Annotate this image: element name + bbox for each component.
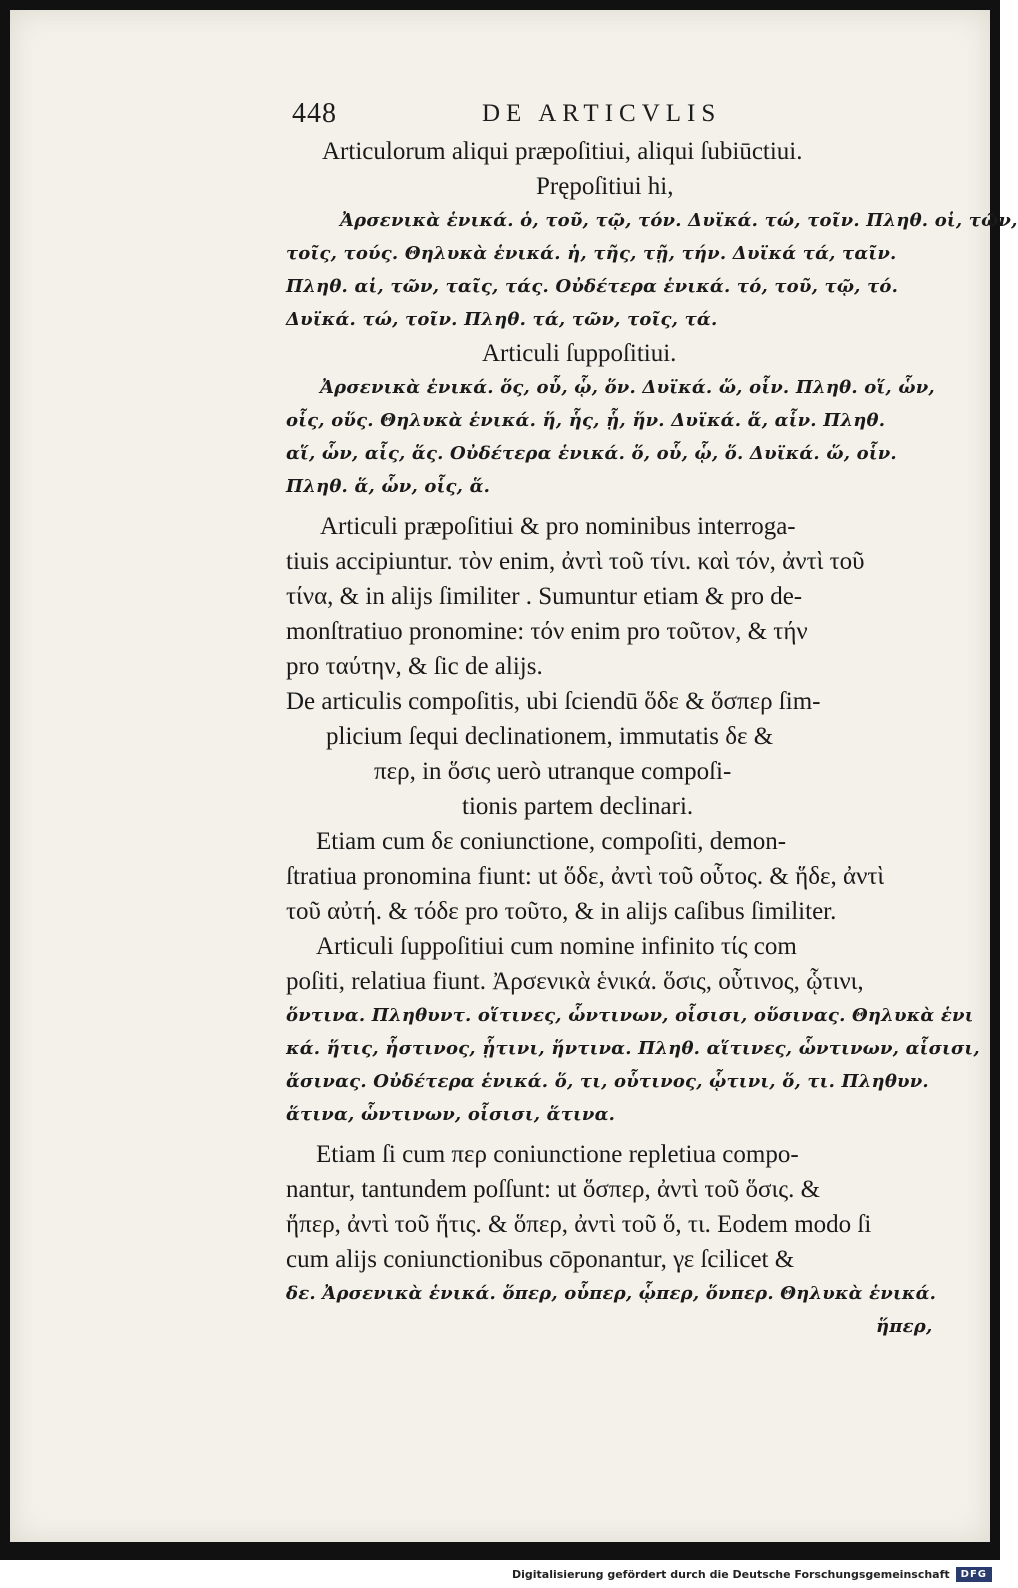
greek-line: ἅτινα, ὧντινων, οἷσισι, ἅτινα. — [286, 1104, 616, 1125]
book-page — [10, 10, 1018, 1542]
greek-line: Ἀρσενικὰ ἑνικά. ὅς, οὗ, ᾧ, ὅν. Δυϊκά. ὥ, οἷν. Πληθ. οἵ, ὧν, — [320, 377, 935, 398]
text-line: Articuli ſuppoſitiui cum nomine infinito τίς com — [316, 933, 797, 960]
text-line: nantur, tantundem poſſunt: ut ὅσπερ, ἀντὶ τοῦ ὅσις. & — [286, 1176, 821, 1203]
greek-line: ἅσινας. Οὐδέτερα ἑνικά. ὅ, τι, οὗτινος, ᾧτινι, ὅ, τι. Πληθυν. — [286, 1071, 929, 1092]
text-line: ſtratiua pronomina fiunt: ut ὅδε, ἀντὶ τοῦ οὗτος. & ἥδε, ἀντὶ — [286, 863, 885, 890]
greek-line: Ἀρσενικὰ ἑνικά. ὁ, τοῦ, τῷ, τόν. Δυϊκά. τώ, τοῖν. Πληθ. οἱ, τῶν, — [340, 210, 1018, 231]
text-line: pro ταύτην, & ſic de alijs. — [286, 653, 543, 680]
text-line: περ, in ὅσις uerò utranque compoſi- — [374, 758, 732, 785]
text-line: Articulorum aliqui præpoſitiui, aliqui ſubiūctiui. — [322, 138, 803, 165]
text-line: De articulis compoſitis, ubi ſciendū ὅδε & ὅσπερ ſim- — [286, 688, 821, 715]
greek-line: Πληθ. ἅ, ὧν, οἷς, ἅ. — [286, 476, 491, 497]
text-line: monſtratiuo pronomine: τόν enim pro τοῦτον, & τήν — [286, 618, 808, 645]
section-heading: Prępoſitiui hi, — [536, 173, 674, 200]
text-line: poſiti, relatiua fiunt. Ἀρσενικὰ ἑνικά. ὅσις, οὗτινος, ᾧτινι, — [286, 968, 864, 995]
digitization-credit — [512, 1567, 992, 1582]
greek-line: ὅντινα. Πληθυντ. οἵτινες, ὧντινων, οἷσισι, οὕσινας. Θηλυκὰ ἑνι — [286, 1005, 974, 1026]
text-line: Etiam cum δε coniunctione, compoſiti, demon- — [316, 828, 787, 855]
text-line: Articuli præpoſitiui & pro nominibus interroga- — [320, 513, 796, 540]
text-line: tionis partem declinari. — [462, 793, 694, 820]
greek-line: τοῖς, τούς. Θηλυκὰ ἑνικά. ἡ, τῆς, τῇ, τήν. Δυϊκά τά, ταῖν. — [286, 243, 897, 264]
text-line: τοῦ αὐτή. & τόδε pro τοῦτο, & in alijs caſibus ſimiliter. — [286, 898, 837, 925]
section-heading: Articuli ſuppoſitiui. — [482, 340, 677, 367]
page-header — [292, 98, 772, 132]
text-line: ἥπερ, ἀντὶ τοῦ ἥτις. & ὅπερ, ἀντὶ τοῦ ὅ, τι. Eodem modo ſi — [286, 1211, 872, 1238]
body-text — [286, 134, 1018, 1343]
catchword: ἥπερ, — [876, 1316, 933, 1337]
text-line: plicium ſequi declinationem, immutatis δε & — [326, 723, 774, 750]
greek-line: κά. ἥτις, ἧστινος, ᾗτινι, ἥντινα. Πληθ. αἵτινες, ὧντινων, αἷσισι, — [286, 1038, 980, 1059]
text-line: τίνα, & in alijs ſimiliter . Sumuntur etiam & pro de- — [286, 583, 803, 610]
greek-line: αἵ, ὧν, αἷς, ἅς. Οὐδέτερα ἑνικά. ὅ, οὗ, ᾧ, ὅ. Δυϊκά. ὥ, οἷν. — [286, 443, 897, 464]
text-line: tiuis accipiuntur. τὸν enim, ἀντὶ τοῦ τίνι. καὶ τόν, ἀντὶ τοῦ — [286, 548, 865, 575]
page-number: 448 — [292, 98, 337, 129]
greek-line: οἷς, οὕς. Θηλυκὰ ἑνικά. ἥ, ἧς, ᾗ, ἥν. Δυϊκά. ἅ, αἷν. Πληθ. — [286, 410, 886, 431]
dfg-logo: DFG — [956, 1567, 992, 1582]
credit-text: Digitalisierung gefördert durch die Deutsche Forschungsgemeinschaft — [511, 1568, 950, 1581]
greek-line: δε. Ἀρσενικὰ ἑνικά. ὅπερ, οὗπερ, ᾧπερ, ὅνπερ. Θηλυκὰ ἑνικά. — [286, 1283, 937, 1304]
greek-line: Πληθ. αἱ, τῶν, ταῖς, τάς. Οὐδέτερα ἑνικά. τό, τοῦ, τῷ, τό. — [286, 276, 899, 297]
running-head: DE ARTICVLIS — [482, 100, 722, 127]
text-line: Etiam ſi cum περ coniunctione repletiua compo- — [316, 1141, 799, 1168]
text-line: cum alijs coniunctionibus cōponantur, γε ſcilicet & — [286, 1246, 795, 1273]
greek-line: Δυϊκά. τώ, τοῖν. Πληθ. τά, τῶν, τοῖς, τά. — [286, 309, 718, 330]
